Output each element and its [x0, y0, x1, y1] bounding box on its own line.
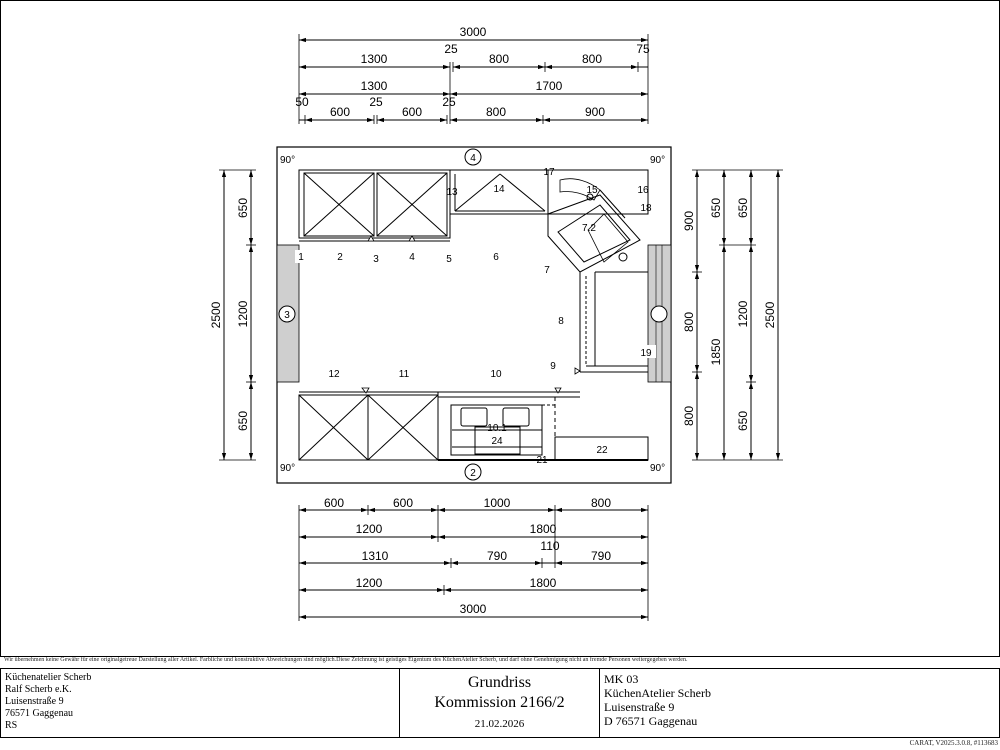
dim-label: 1310 — [361, 549, 389, 563]
dim-label: 800 — [590, 496, 612, 510]
dim-label: 1700 — [535, 79, 563, 93]
dim-top-total: 3000 — [459, 25, 487, 39]
dim-label: 600 — [323, 496, 345, 510]
item-number: 3 — [373, 254, 379, 265]
item-number: 13 — [446, 187, 458, 198]
dim-label: 1200 — [736, 300, 750, 328]
item-number: 19 — [640, 348, 652, 359]
dim-label: 800 — [682, 405, 696, 427]
item-number: 11 — [398, 369, 410, 380]
item-number: 9 — [550, 361, 556, 372]
dim-label: 790 — [486, 549, 508, 563]
item-number: 4 — [409, 252, 415, 263]
title-block-company — [0, 668, 400, 738]
item-number: 15 — [586, 185, 598, 196]
dim-label: 800 — [581, 52, 603, 66]
title-block-customer — [599, 668, 1000, 738]
corner-angle: 90° — [650, 155, 666, 166]
dim-label: 1200 — [355, 576, 383, 590]
customer-line: KüchenAtelier Scherb — [604, 686, 711, 700]
dim-label: 650 — [736, 410, 750, 432]
dim-label: 25 — [369, 95, 383, 109]
item-number: 2 — [337, 252, 343, 263]
dim-label: 800 — [488, 52, 510, 66]
dim-label: 1300 — [360, 79, 388, 93]
wall-label: 3 — [284, 310, 290, 321]
dim-label: 1800 — [529, 522, 557, 536]
wall-label: 4 — [470, 153, 476, 164]
dim-label: 25 — [444, 42, 458, 56]
dim-label: 1000 — [483, 496, 511, 510]
corner-angle: 90° — [650, 463, 666, 474]
dim-label: 600 — [329, 105, 351, 119]
item-number: 16 — [637, 185, 649, 196]
corner-angle: 90° — [280, 155, 296, 166]
item-number: 14 — [493, 184, 505, 195]
dim-label: 1850 — [709, 338, 723, 366]
dim-label: 1800 — [529, 576, 557, 590]
item-number: 10.1 — [487, 423, 507, 434]
customer-line: MK 03 — [604, 672, 639, 686]
right-dimension-labels — [682, 198, 777, 431]
dim-label: 600 — [392, 496, 414, 510]
dim-label: 650 — [236, 197, 250, 219]
door-hinge-markers — [362, 236, 580, 393]
corner-angle: 90° — [280, 463, 296, 474]
dim-label: 790 — [590, 549, 612, 563]
room-outline — [277, 147, 671, 483]
item-number: 1 — [298, 252, 304, 263]
dim-label: 75 — [636, 42, 650, 56]
dim-label: 800 — [485, 105, 507, 119]
dim-label: 2500 — [763, 301, 777, 329]
dim-label: 2500 — [209, 301, 223, 329]
dim-label: 50 — [295, 95, 309, 109]
dim-label: 1200 — [236, 300, 250, 328]
dim-label: 650 — [736, 197, 750, 219]
top-dimension-labels — [295, 25, 650, 119]
dim-label: 3000 — [459, 602, 487, 616]
company-line: Ralf Scherb e.K. — [5, 684, 72, 695]
company-line: Küchenatelier Scherb — [5, 672, 92, 683]
drawing-title: Grundriss — [467, 674, 532, 691]
dim-label: 650 — [709, 197, 723, 219]
bottom-dimension-labels — [324, 496, 611, 616]
item-number: 21 — [536, 455, 548, 466]
item-number: 5 — [446, 254, 452, 265]
drawing-date: 21.02.2026 — [474, 718, 525, 730]
item-number: 24 — [491, 436, 503, 447]
item-number: 12 — [328, 369, 340, 380]
dim-label: 900 — [584, 105, 606, 119]
wall-marker-right — [651, 306, 667, 322]
dim-label: 1300 — [360, 52, 388, 66]
item-number: 10 — [490, 369, 502, 380]
item-number: 18 — [640, 203, 652, 214]
item-number: 7 — [544, 265, 550, 276]
dim-label: 900 — [682, 210, 696, 232]
customer-line: Luisenstraße 9 — [604, 700, 675, 714]
company-line: RS — [5, 720, 18, 731]
item-numbers — [295, 167, 656, 466]
company-line: Luisenstraße 9 — [5, 696, 64, 707]
wall-label: 2 — [470, 468, 476, 479]
dim-label: 25 — [442, 95, 456, 109]
dim-label: 110 — [540, 539, 560, 553]
disclaimer-text: Wir übernehmen keine Gewähr für eine originalgetreue Darstellung aller Artikel. Farbliche und konstruktive Abweichungen sind möglich.Diese Zeichnung ist geistiges Eigentum des KüchenAtelier Scherb, und darf ohne Genehmigung nicht an fremde Personen weitergegeben werden. — [4, 657, 688, 663]
item-number: 6 — [493, 252, 499, 263]
company-line: 76571 Gaggenau — [5, 708, 74, 719]
customer-line: D 76571 Gaggenau — [604, 714, 698, 728]
base-cabinets-right — [580, 272, 648, 372]
item-number: 8 — [558, 316, 564, 327]
title-block-title — [399, 668, 600, 738]
item-number: 17 — [543, 167, 555, 178]
dim-label: 800 — [682, 311, 696, 333]
item-number: 22 — [596, 445, 608, 456]
item-number: 7.2 — [582, 223, 596, 234]
software-version: CARAT, V2025.3.0.8, #113683 — [909, 739, 998, 747]
dim-label: 600 — [401, 105, 423, 119]
dim-label: 650 — [236, 410, 250, 432]
left-dimension-labels — [209, 198, 250, 431]
dim-label: 1200 — [355, 522, 383, 536]
commission-number: Kommission 2166/2 — [434, 694, 565, 711]
